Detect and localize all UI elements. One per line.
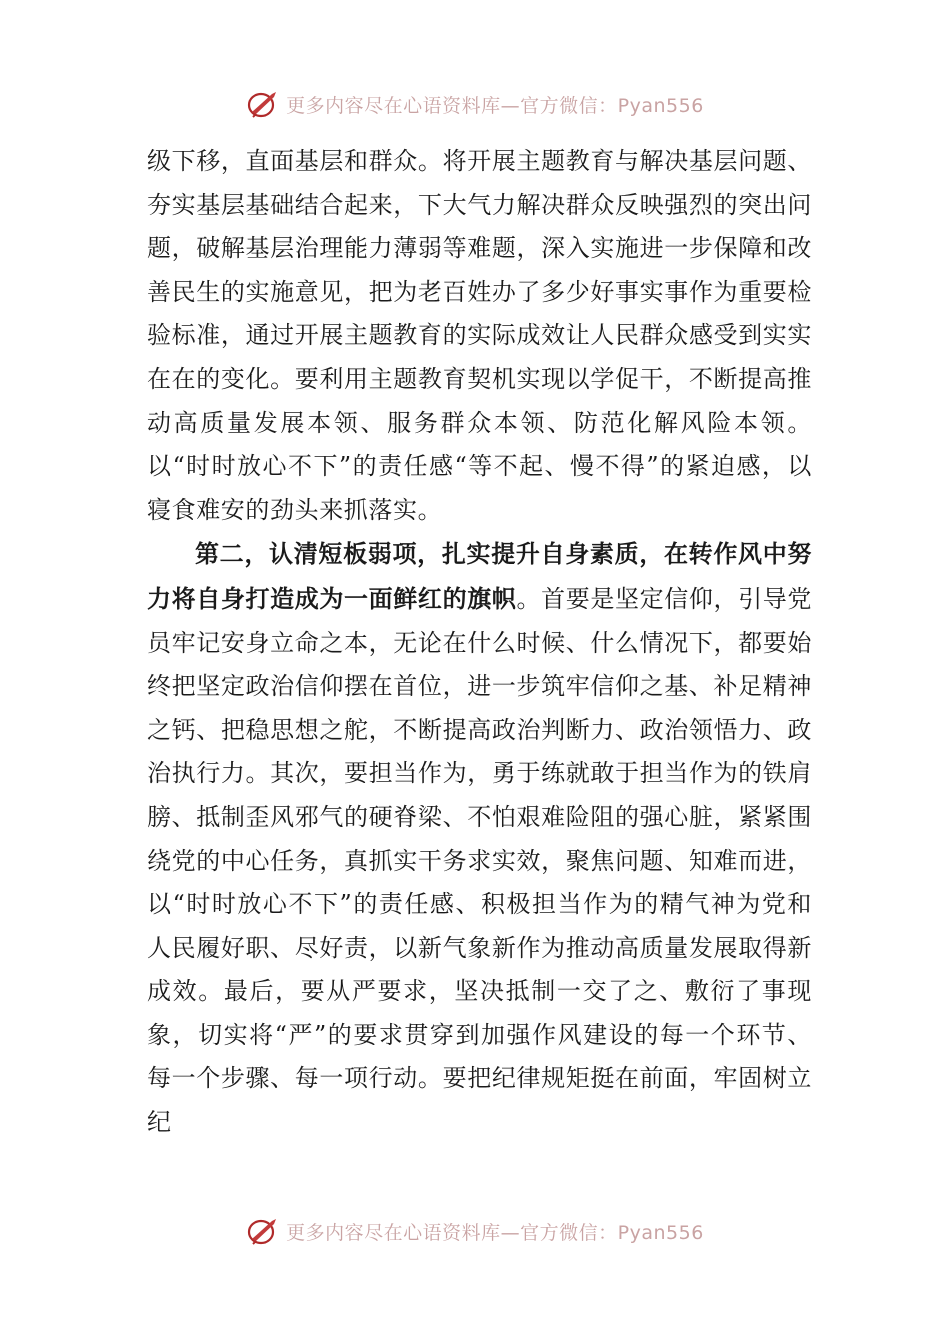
document-body — [147, 140, 812, 1145]
quill-logo-icon — [246, 1215, 282, 1247]
section-heading: 第二，认清短板弱项，扎实提升自身素质，在转作风中努力将自身打造成为一面鲜红的旗帜 — [147, 539, 812, 613]
paragraph-1-text: 级下移，直面基层和群众。将开展主题教育与解决基层问题、夯实基层基础结合起来，下大气力解决群众反映强烈的突出问题，破解基层治理能力薄弱等难题，深入实施进一步保障和改善民生的实施意见，把为老百姓办了多少好事实事作为重要检验标准，通过开展主题教育的实际成效让人民群众感受到实实在在的变化。要利用主题教育契机实现以学促干，不断提高推动高质量发展本领、服务群众本领、防范化解风险本领。以“时时放心不下”的责任感“等不起、慢不得”的紧迫感，以寝食难安的劲头来抓落实。 — [147, 147, 812, 524]
watermark-header — [0, 84, 950, 124]
watermark-text: 更多内容尽在心语资料库—官方微信：Pyan556 — [286, 1221, 704, 1244]
watermark-footer — [0, 1211, 950, 1251]
paragraph-2 — [147, 532, 812, 1144]
quill-logo-icon — [246, 88, 282, 120]
paragraph-2-text: 。首要是坚定信仰，引导党员牢记安身立命之本，无论在什么时候、什么情况下，都要始终把坚定政治信仰摆在首位，进一步筑牢信仰之基、补足精神之钙、把稳思想之舵，不断提高政治判断力、政治领悟力、政治执行力。其次，要担当作为，勇于练就敢于担当作为的铁肩膀、抵制歪风邪气的硬脊梁、不怕艰难险阻的强心脏，紧紧围绕党的中心任务，真抓实干务求实效，聚焦问题、知难而进，以“时时放心不下”的责任感、积极担当作为的精气神为党和人民履好职、尽好责，以新气象新作为推动高质量发展取得新成效。最后，要从严要求，坚决抵制一交了之、敷衍了事现象，切实将“严”的要求贯穿到加强作风建设的每一个环节、每一个步骤、每一项行动。要把纪律规矩挺在前面，牢固树立纪 — [147, 584, 813, 1137]
watermark-text: 更多内容尽在心语资料库—官方微信：Pyan556 — [286, 94, 704, 117]
paragraph-1 — [147, 140, 812, 532]
